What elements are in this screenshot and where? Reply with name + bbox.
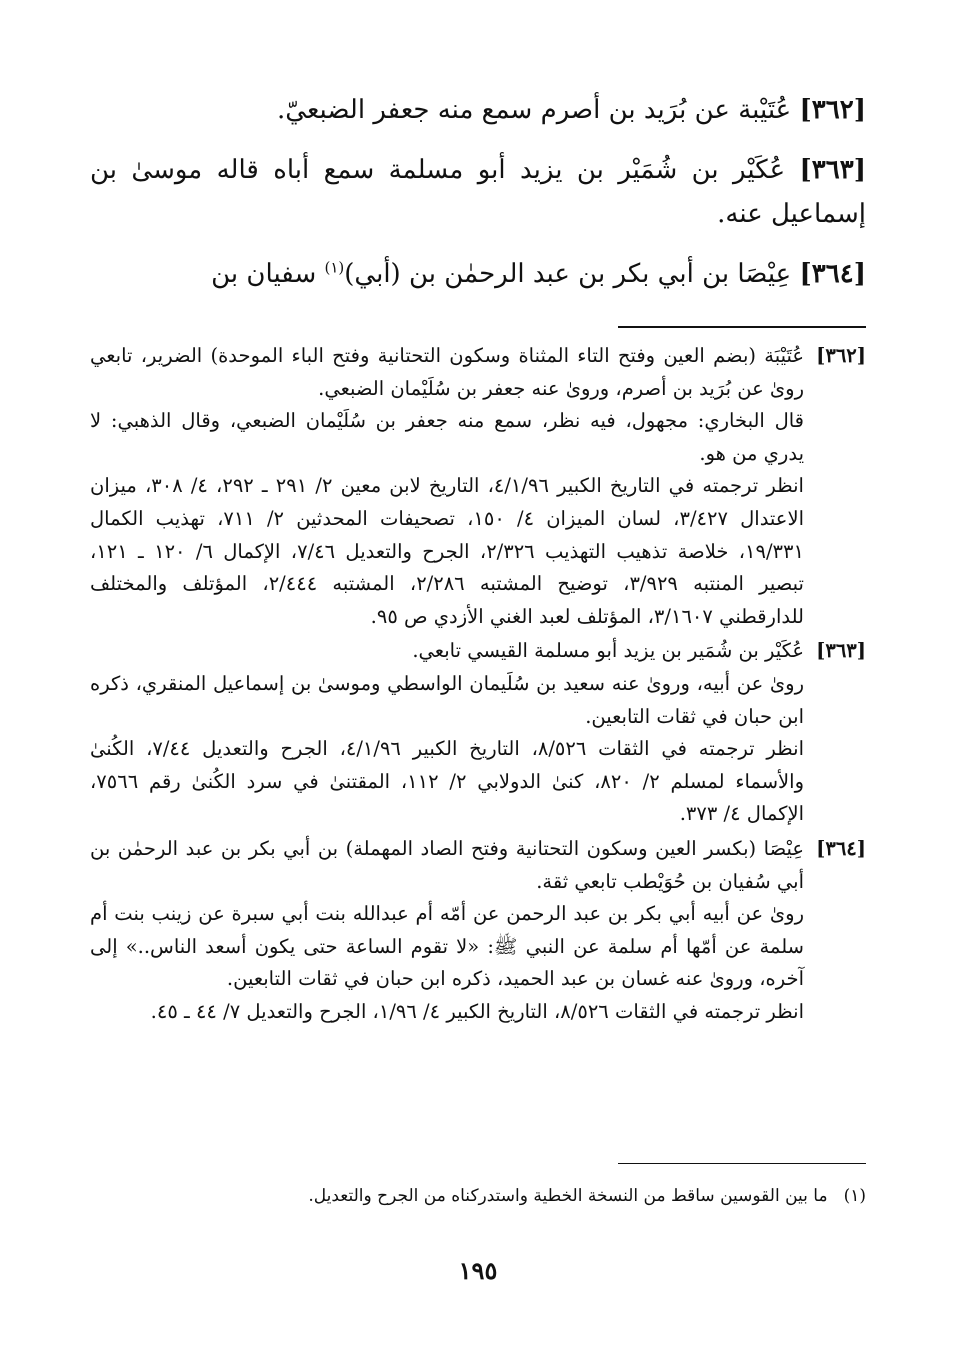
note-paragraph: عُتَيْبَة (بضم العين وفتح التاء المثناة وسكون التحتانية وفتح الباء الموحدة) الضرير، تابعي روىٰ عن بُرَيد بن أصرم، وروىٰ عنه جعفر بن سُلَيْمان الضبعي. <box>90 344 804 400</box>
footnote <box>90 1182 866 1210</box>
notes-separator <box>618 326 866 328</box>
note-paragraph: انظر ترجمته في الثقات ٨/٥٢٦، التاريخ الكبير ٤/١/٩٦، الجرح والتعديل ٧/٤٤، الكُنىٰ والأسماء لمسلم ٢/ ٨٢٠، كنىٰ الدولابي ٢/ ١١٢، المقتنىٰ في سرد الكُنىٰ رقم ٧٥٦٦، الإكمال ٤/ ٣٧٣. <box>90 737 804 826</box>
footnote-mark: (١) <box>843 1186 866 1206</box>
footnote-text: ما بين القوسين ساقط من النسخة الخطية واستدركناه من الجرح والتعديل. <box>308 1186 828 1206</box>
note-body <box>90 833 804 1029</box>
note-body <box>90 340 804 633</box>
entry-number: [٣٦٢] <box>799 95 866 125</box>
note-number: [٣٦٢] <box>816 344 866 367</box>
entry-text: عُكَيْر بن شُمَيْر بن يزيد أبو مسلمة سمع أباه قاله موسىٰ بن إسماعيل عنه. <box>90 155 866 229</box>
note-number: [٣٦٤] <box>816 836 866 860</box>
note-number: [٣٦٣] <box>816 639 866 663</box>
note-entry-363 <box>90 635 866 831</box>
entry-text: عِيْصَا بن أبي بكر بن عبد الرحمٰن بن (أبي) <box>344 259 792 289</box>
note-paragraph: انظر ترجمته في الثقات ٨/٥٢٦، التاريخ الكبير ٤/ ١/٩٦، الجرح والتعديل ٧/ ٤٤ ـ ٤٥. <box>150 999 804 1023</box>
main-entry-362 <box>90 88 866 132</box>
main-text <box>90 88 866 312</box>
note-paragraph: روىٰ عن أبيه، وروىٰ عنه سعيد بن سُلَيمان الواسطي وموسىٰ بن إسماعيل المنقري، ذكره ابن حبان في ثقات التابعين. <box>90 671 804 728</box>
note-entry-364 <box>90 833 866 1029</box>
main-entry-363 <box>90 148 866 236</box>
note-paragraph: انظر ترجمته في التاريخ الكبير ٤/١/٩٦، التاريخ لابن معين ٢/ ٢٩١ ـ ٢٩٢، ٤/ ٣٠٨، ميزان الاعتدال ٣/٤٢٧، لسان الميزان ٤/ ١٥٠، تصحيفات المحدثين ٢/ ٧١١، تهذيب الكمال ١٩/٣٣١، خلاصة تذهيب التهذيب ٢/٣٢٦، الجرح والتعديل ٧/٤٦، الإكمال ٦/ ١٢٠ ـ ١٢١، تبصير المنتبه ٣/٩٢٩، توضيح المشتبه ٢/٢٨٦، المشتبه ٢/٤٤٤، المؤتلف والمختلف للدارقطني ٣/١٦٠٧، المؤتلف لعبد الغني الأزدي ص ٩٥. <box>90 474 804 628</box>
footnote-reference: (١) <box>324 258 345 277</box>
note-paragraph: قال البخاري: مجهول، فيه نظر، سمع منه جعفر بن سُلَيْمان الضبعي، وقال الذهبي: لا يدري من هو. <box>90 409 804 465</box>
note-paragraph: روىٰ عن أبيه أبي بكر بن عبد الرحمن عن أمّه أم عبدالله بنت أبي سبرة عن زينب بنت أم سلمة عن أمّها أم سلمة عن النبي ﷺ: «لا تقوم الساعة حتى يكون أسعد الناس..» إلى آخره، وروىٰ عنه غسان بن عبد الحميد، ذكره ابن حبان في ثقات التابعين. <box>90 902 804 991</box>
main-entry-364 <box>90 252 866 296</box>
page-number: ١٩٥ <box>458 1256 498 1285</box>
entry-text: عُتَيْبة عن بُرَيد بن أصرم سمع منه جعفر الضبعيّ. <box>277 95 792 125</box>
note-paragraph: عُكَيْر بن شُمَير بن يزيد أبو مسلمة القيسي تابعي. <box>412 639 804 663</box>
commentary <box>90 340 866 1030</box>
entry-number: [٣٦٤] <box>799 259 866 289</box>
note-entry-362 <box>90 340 866 633</box>
note-paragraph: عِيْصَا (بكسر العين وسكون التحتانية وفتح الصاد المهملة) بن أبي بكر بن عبد الرحمٰن بن أبي سُفيان بن حُوَيْطب تابعي ثقة. <box>90 836 804 893</box>
entry-text-continued: سفيان بن <box>211 259 325 289</box>
entry-number: [٣٦٣] <box>799 155 867 185</box>
note-body <box>90 635 804 831</box>
footnote-separator <box>618 1163 866 1164</box>
